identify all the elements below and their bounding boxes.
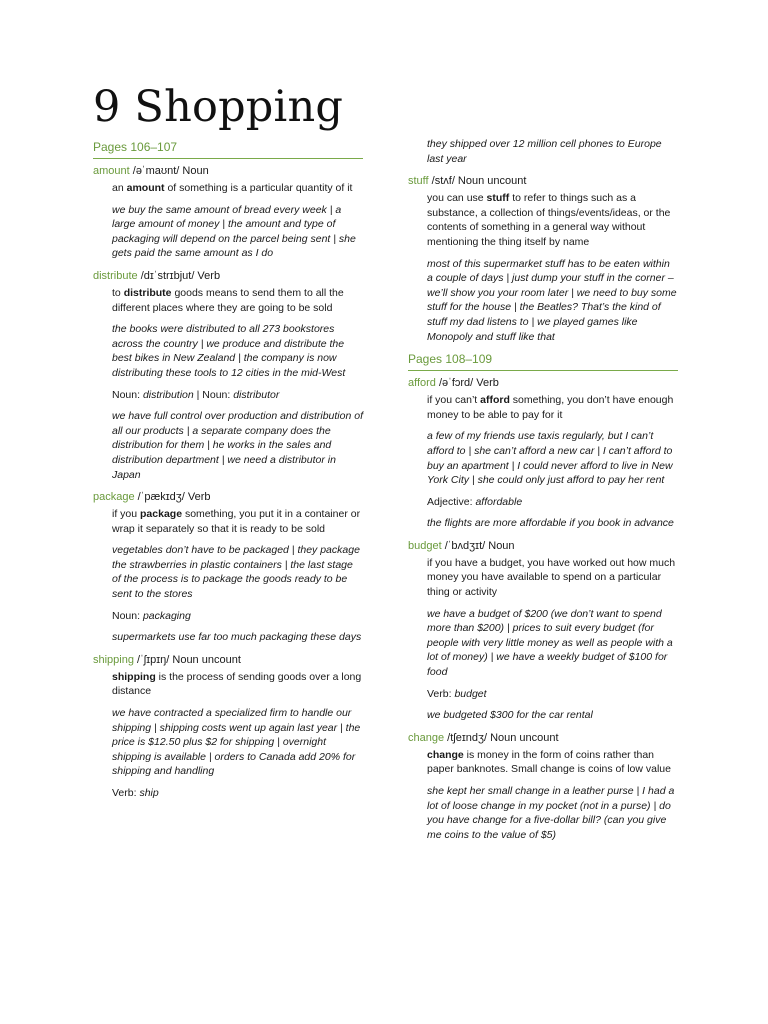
dictionary-entry <box>93 269 363 482</box>
headword: distribute <box>93 269 138 282</box>
entry-headline <box>93 269 363 283</box>
dictionary-entry <box>93 164 363 261</box>
pronunciation-and-class: /ˈʃɪpɪŋ/ Noun uncount <box>133 653 241 666</box>
pronunciation-and-class: /ˈbʌdʒɪt/ Noun <box>441 539 515 552</box>
headword-bold: amount <box>126 182 165 194</box>
pronunciation-and-class: /dɪˈstrɪbjut/ Verb <box>137 269 221 282</box>
definition-text: if you have a budget, you have worked out how much money you have available to spend on a particular thing or activity <box>427 556 676 599</box>
definition-text: if you can’t afford something, you don’t have enough money to be able to pay for it <box>427 394 674 421</box>
headword: shipping <box>93 653 134 666</box>
entry-body <box>112 181 363 261</box>
derived-form: packaging <box>142 609 191 622</box>
entry-continued <box>408 137 678 166</box>
headword: amount <box>93 165 130 177</box>
example-text: she kept her small change in a leather purse | I had a lot of loose change in my pocket (not in a purse) | do you have change for a five-dollar bill? (can you give me coins to the value of $5) <box>427 785 675 841</box>
section-heading: Pages 106–107 <box>93 140 363 159</box>
dictionary-entry <box>408 376 678 531</box>
example-text: most of this supermarket stuff has to be eaten within a couple of days | just dump your stuff in the corner – we’ll show you your room later | we need to buy some stuff for the house | the Beatles? That’s the kind of stuff my dad listens to | we played games like Monopoly and stuff like that <box>427 257 677 343</box>
right-column <box>408 137 678 850</box>
headword-bold: change <box>427 748 464 761</box>
headword: package <box>93 491 135 504</box>
pronunciation-and-class: /ˈpækɪdʒ/ Verb <box>134 491 211 504</box>
entry-body <box>427 556 678 723</box>
definition-text: Noun: packaging <box>112 609 191 622</box>
pronunciation-and-class: /əˈfɔrd/ Verb <box>435 377 499 390</box>
entry-body <box>427 748 678 843</box>
example-text: we buy the same amount of bread every week | a large amount of money | the amount and type of packaging will depend on the parcel being sent | she gets paid the same amount as I do <box>112 203 356 260</box>
dictionary-entry <box>408 731 678 843</box>
headword-bold: distribute <box>123 286 172 299</box>
example-text: we have contracted a specialized firm to handle our shipping | shipping costs went up again last year | the price is $12.50 plus $2 for shipping | overnight shipping is available | orders to Canada add 20% for shipping and handling <box>112 707 361 778</box>
dictionary-entry <box>93 653 363 801</box>
definition-text: change is money in the form of coins rather than paper banknotes. Small change is coins of low value <box>427 748 671 776</box>
section-heading: Pages 108–109 <box>408 352 678 371</box>
headword-bold: shipping <box>112 670 156 683</box>
entry-body <box>112 286 363 482</box>
entry-body <box>427 191 678 344</box>
dictionary-entry <box>93 490 363 645</box>
example-text: the books were distributed to all 273 bookstores across the country | we produce and distribute the best bikes in New Zealand | the company is now distributing these tools to 12 cities in the mid-West <box>112 323 346 379</box>
headword: budget <box>408 539 442 552</box>
derived-form: distribution <box>142 388 194 401</box>
pronunciation-and-class: /əˈmaʊnt/ Noun <box>129 165 209 177</box>
definition-text: Noun: distribution | Noun: distributor <box>112 388 280 401</box>
example-text: we have full control over production and distribution of all our products | a separate company does the distribution for them | he works in the sales and distribution department | we need a distributor in Japan <box>112 410 363 481</box>
example-text: a few of my friends use taxis regularly, but I can’t afford to | she can’t afford a new car | I can’t afford to buy an apartment | I could never afford to live in New York City | she could only just afford to pay her rent <box>427 430 673 487</box>
definition-text: Verb: budget <box>427 687 487 700</box>
entry-headline <box>408 731 678 745</box>
definition-text: Adjective: affordable <box>427 495 523 508</box>
entry-headline <box>93 653 363 667</box>
headword-bold: package <box>140 508 183 521</box>
page-title: 9 Shopping <box>93 82 344 132</box>
entry-headline <box>93 164 363 178</box>
headword: afford <box>408 377 436 390</box>
entry-headline <box>408 376 678 390</box>
headword-bold: afford <box>480 394 510 407</box>
derived-form: budget <box>454 687 487 700</box>
example-text: the flights are more affordable if you book in advance <box>427 517 674 530</box>
headword: stuff <box>408 175 429 188</box>
definition-text: to distribute goods means to send them to all the different places where they are going to be sold <box>112 286 344 314</box>
headword-bold: stuff <box>486 192 510 205</box>
entry-headline <box>93 490 363 504</box>
entry-headline <box>408 539 678 553</box>
definition-text: an amount of something is a particular quantity of it <box>112 182 353 194</box>
example-text: supermarkets use far too much packaging these days <box>112 631 362 644</box>
pronunciation-and-class: /stʌf/ Noun uncount <box>428 175 527 188</box>
entry-body <box>112 507 363 645</box>
definition-text: if you package something, you put it in a container or wrap it separately so that it is ready to be sold <box>112 508 361 535</box>
entry-body <box>427 393 678 531</box>
definition-text: shipping is the process of sending goods over a long distance <box>112 670 362 698</box>
definition-text: you can use stuff to refer to things such as a substance, a collection of things/events/ideas, or the contents of something in a general way without mentioning the thing itself by name <box>427 192 671 248</box>
dictionary-entry <box>408 539 678 723</box>
pronunciation-and-class: /tʃeɪndʒ/ Noun uncount <box>444 731 559 744</box>
entry-headline <box>408 174 678 188</box>
definition-text: Verb: ship <box>112 787 159 799</box>
left-column <box>93 140 363 809</box>
example-text: we budgeted $300 for the car rental <box>427 709 593 722</box>
entry-body <box>112 670 363 801</box>
dictionary-entry <box>408 174 678 344</box>
example-text: we have a budget of $200 (we don’t want to spend more than $200) | prices to suit every budget (for people with very little money as well as people with a lot of money) | we have a weekly budget of $100 for food <box>427 607 673 679</box>
headword: change <box>408 731 445 744</box>
entry-body <box>427 137 678 166</box>
example-text: they shipped over 12 million cell phones to Europe last year <box>427 138 662 165</box>
derived-form: distributor <box>233 388 280 401</box>
derived-form: ship <box>139 787 159 799</box>
derived-form: affordable <box>475 495 523 508</box>
example-text: vegetables don’t have to be packaged | they package the strawberries in plastic containers | the last stage of the process is to package the goods ready to be sent to the stores <box>112 544 360 601</box>
